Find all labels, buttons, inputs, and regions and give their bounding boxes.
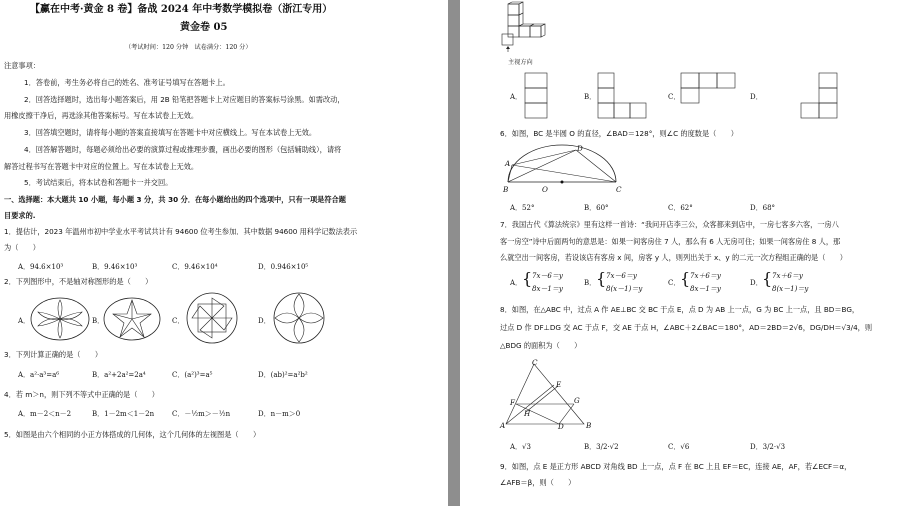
q8-option-c: C．√6 — [668, 443, 690, 451]
q7-option-c-brace: { — [680, 269, 691, 288]
q8-point-a: A — [500, 421, 506, 430]
section1-heading: 一、选择题：本大题共 10 小题，每小题 3 分，共 30 分．在每小题给出的四个选项中，只有一项是符合题 — [4, 195, 346, 204]
q8-point-b: B — [586, 421, 592, 430]
q6-option-b: B．60° — [584, 204, 609, 212]
note-3: 3．回答填空题时，请将每小题的答案直接填写在答题卡中对应横线上。写在本试卷上无效。 — [24, 128, 317, 137]
q4-stem: 4．若 m＞n，则下列不等式中正确的是（ ） — [4, 390, 159, 399]
section1-heading-cont: 目要求的. — [4, 211, 36, 220]
note-2-cont: 用橡皮擦干净后，再选涂其他答案标号。写在本试卷上无效。 — [4, 111, 199, 120]
page-right — [460, 0, 900, 506]
q9-stem-2: ∠AFB＝β，则（ ） — [500, 478, 576, 487]
exam-info: （考试时间：120 分钟 试卷满分：120 分） — [125, 44, 252, 51]
q7-option-d-eq1: 7x＋6＝y — [772, 272, 803, 280]
q8-point-g: G — [574, 396, 580, 405]
q8-option-d: D．3/2·√3 — [750, 443, 786, 451]
q8-option-a: A．√3 — [510, 443, 531, 451]
q7-option-a-label: A． — [510, 279, 523, 287]
q8-point-d: D — [558, 422, 564, 431]
q2-label-b: B． — [92, 317, 105, 325]
q6-point-d: D — [577, 144, 583, 153]
q5-label-b: B． — [584, 93, 597, 101]
q6-stem: 6．如图，BC 是半圆 O 的直径，∠BAD＝128°，则∠C 的度数是（ ） — [500, 129, 738, 138]
q1-option-a: A．94.6×10³ — [18, 263, 64, 271]
note-2: 2．回答选择题时，选出每小题答案后，用 2B 铅笔把答题卡上对应题目的答案标号涂黑。如需改动， — [24, 95, 345, 104]
q2-label-d: D． — [258, 317, 271, 325]
q8-triangle-figure — [504, 360, 594, 428]
q7-option-d-eq2: 8(x－1)＝y — [772, 285, 809, 293]
note-4-cont: 解答过程书写在答题卡中对应的位置上。写在本试卷上无效。 — [4, 162, 199, 171]
q6-option-c: C．62° — [668, 204, 693, 212]
q7-option-c-eq1: 7x＋6＝y — [690, 272, 721, 280]
q3-option-c: C．(a²)³=a⁵ — [172, 371, 213, 379]
q8-option-b: B．3/2·√2 — [584, 443, 619, 451]
q7-option-a-eq2: 8x－1＝y — [532, 285, 563, 293]
q6-option-a: A．52° — [510, 204, 535, 212]
q2-figure-d — [273, 292, 325, 344]
q4-option-d: D．n－m＞0 — [258, 410, 301, 418]
q5-label-d: D． — [750, 93, 763, 101]
note-4: 4．回答解答题时，每题必须给出必要的演算过程或推理步骤，画出必要的图形（包括辅助线），请将 — [24, 145, 342, 154]
q2-figure-c — [186, 292, 238, 344]
q7-option-b-eq1: 7x－6＝y — [606, 272, 637, 280]
q7-option-d-brace: { — [762, 269, 773, 288]
q6-option-d: D．68° — [750, 204, 776, 212]
q4-option-c: C．－½m＞－½n — [172, 410, 231, 418]
q4-option-b: B．1－2m＜1－2n — [92, 410, 155, 418]
q3-option-d: D．(ab)²=a²b² — [258, 371, 308, 379]
q7-option-d-label: D． — [750, 279, 763, 287]
q6-point-b: B — [503, 185, 509, 194]
q5-label-c: C． — [668, 93, 681, 101]
q2-stem: 2．下列图形中，不是轴对称图形的是（ ） — [4, 277, 153, 286]
q7-stem-3: 么就空出一间客房，若设该店有客房 x 间，房客 y 人，则列出关于 x、y 的二元一次方程组正确的是（ ） — [500, 253, 847, 262]
q7-option-b-label: B． — [584, 279, 597, 287]
view-direction-label: 主视方向 — [508, 59, 533, 66]
q5-option-d-figure — [800, 72, 840, 120]
q6-point-o: O — [542, 185, 548, 194]
q7-option-c-eq2: 8x－1＝y — [690, 285, 721, 293]
q5-option-b-figure — [597, 72, 647, 120]
page-left — [0, 0, 448, 506]
notes-header: 注意事项： — [4, 61, 40, 70]
q7-option-c-label: C． — [668, 279, 681, 287]
q1-stem: 1．提估计，2023 年温州市初中学业水平考试共计有 94600 位考生参加．其中数据 94600 用科学记数法表示 — [4, 227, 358, 236]
paper-title: 【赢在中考·黄金 8 卷】备战 2024 年中考数学模拟卷（浙江专用） — [30, 4, 333, 15]
q7-option-b-brace: { — [596, 269, 607, 288]
q3-stem: 3．下列计算正确的是（ ） — [4, 350, 103, 359]
q3-option-a: A．a²·a³=a⁶ — [18, 371, 60, 379]
q5-option-a-figure — [524, 72, 548, 120]
paper-subtitle: 黄金卷 05 — [180, 22, 228, 33]
q8-stem-2: 过点 D 作 DF⊥DG 交 AC 于点 F，交 AE 于点 H，∠ABC＋2∠BAC＝180°，AD＝2BD＝2√6，DG/DH＝√3/4，则 — [500, 323, 873, 332]
q6-point-a: A — [505, 159, 511, 168]
q8-point-f: F — [510, 398, 515, 407]
q2-figure-b — [103, 297, 161, 341]
q4-option-a: A．m－2＜n－2 — [18, 410, 72, 418]
q5-label-a: A． — [510, 93, 523, 101]
q8-stem-1: 8．如图，在△ABC 中，过点 A 作 AE⊥BC 交 BC 于点 E，点 D 为 AB 上一点，G 为 BC 上一点，且 BD＝BG， — [500, 305, 860, 314]
q8-stem-3: △BDG 的面积为（ ） — [500, 341, 582, 350]
q8-point-e: E — [556, 380, 562, 389]
q7-stem-2: 客一房空”诗中后面两句的意思是：如果一间客房住 7 人，那么有 6 人无房可住；如果一间客房住 8 人，那 — [500, 237, 841, 246]
q7-option-b-eq2: 8(x－1)＝y — [606, 285, 643, 293]
q5-solid-figure — [500, 2, 570, 54]
note-5: 5．考试结束后，将本试卷和答题卡一并交回。 — [24, 178, 173, 187]
q6-point-c: C — [616, 185, 622, 194]
q8-point-c: C — [532, 358, 538, 367]
q9-stem-1: 9．如图，点 E 是正方形 ABCD 对角线 BD 上一点，点 F 在 BC 上且 EF＝EC，连接 AE，AF，若∠ECF＝α， — [500, 462, 852, 471]
q2-label-c: C． — [172, 317, 185, 325]
q8-point-h: H — [524, 409, 531, 418]
q3-option-b: B．a²+2a²=2a⁴ — [92, 371, 146, 379]
q2-label-a: A． — [18, 317, 31, 325]
q5-option-c-figure — [680, 72, 736, 104]
q6-semicircle-figure — [504, 144, 624, 190]
q2-figure-a — [30, 297, 90, 341]
q7-option-a-brace: { — [522, 269, 533, 288]
q5-stem: 5．如图是由六个相同的小正方体搭成的几何体，这个几何体的左视图是（ ） — [4, 430, 261, 439]
q7-stem-1: 7．我国古代《算法统宗》里有这样一首诗：“我问开店李三公，众客都来到店中，一房七客多六客，一房八 — [500, 220, 839, 229]
note-1: 1．答卷前，考生务必将自己的姓名、准考证号填写在答题卡上。 — [24, 78, 230, 87]
q1-option-c: C．9.46×10⁴ — [172, 263, 218, 271]
q1-stem-cont: 为（ ） — [4, 243, 40, 252]
q1-option-b: B．9.46×10³ — [92, 263, 138, 271]
q7-option-a-eq1: 7x－6＝y — [532, 272, 563, 280]
q1-option-d: D．0.946×10⁵ — [258, 263, 309, 271]
